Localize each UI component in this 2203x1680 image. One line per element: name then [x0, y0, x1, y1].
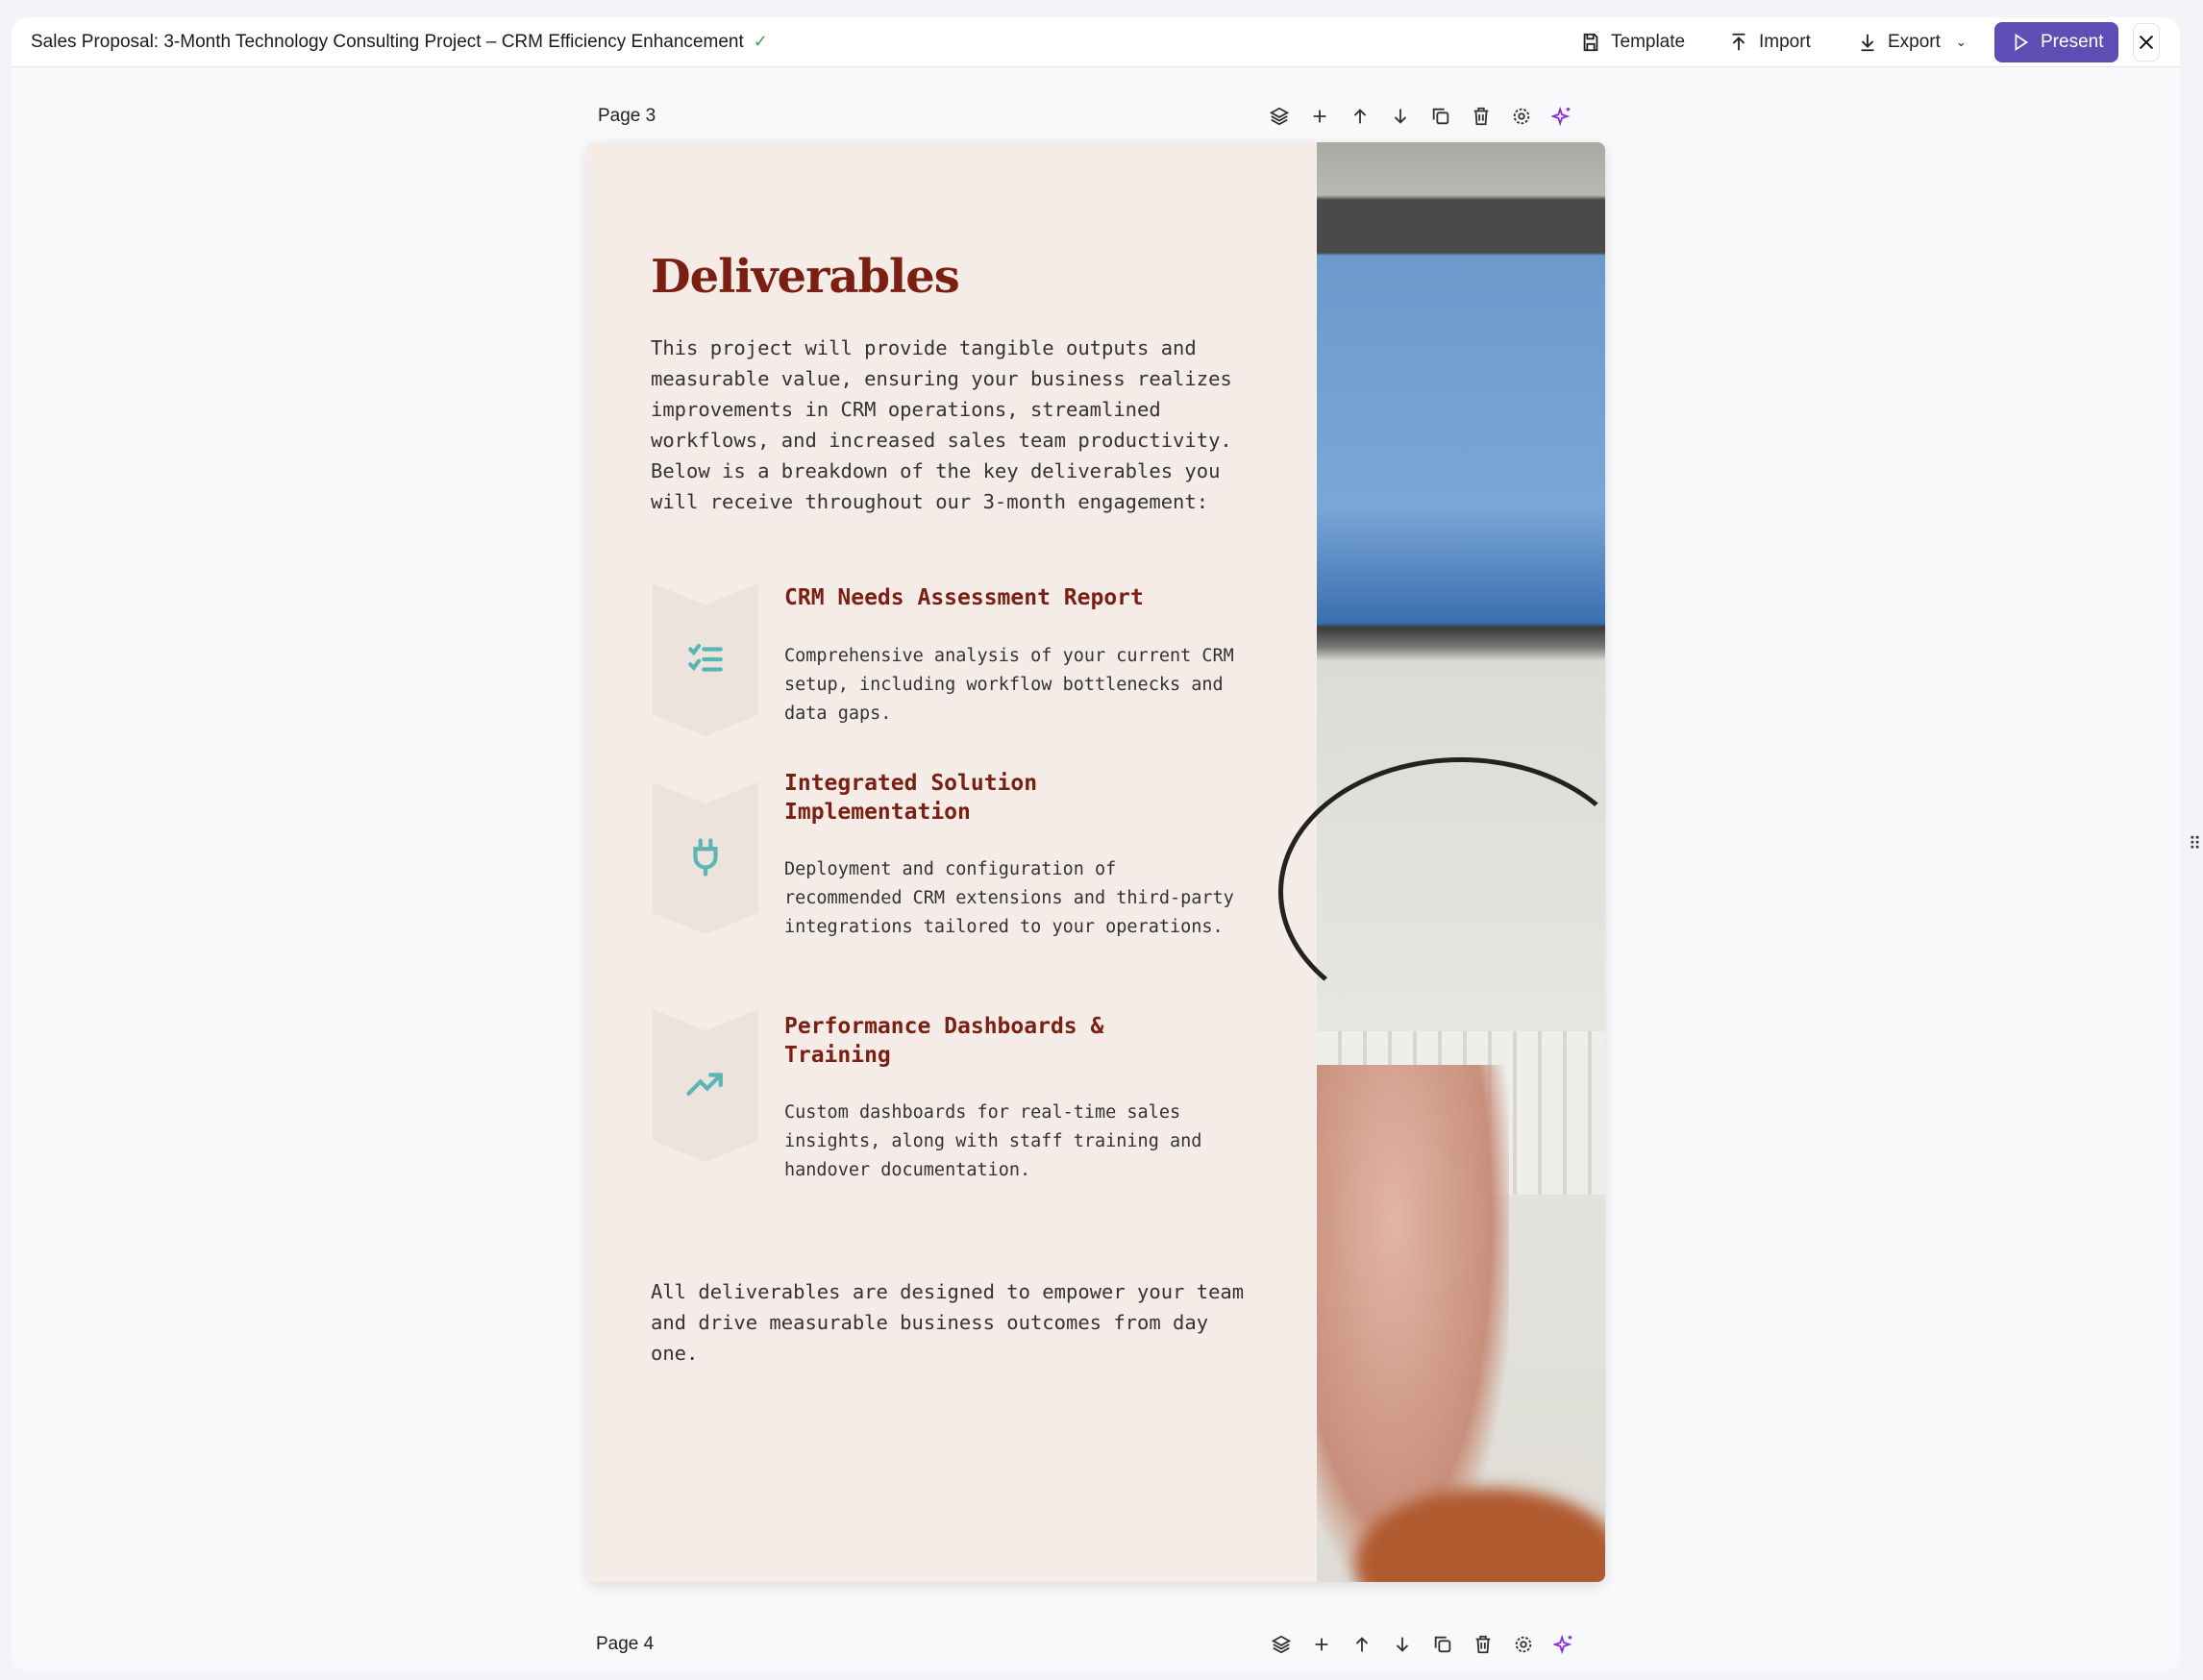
page-label: Page 3: [598, 106, 656, 126]
closing-paragraph: All deliverables are designed to empower your team and drive measurable business outcomes from day one.: [651, 1280, 1245, 1365]
gear-icon[interactable]: [1513, 1634, 1534, 1655]
play-icon: [2010, 32, 2031, 53]
template-button[interactable]: Template: [1580, 25, 1685, 60]
plug-icon: [685, 837, 726, 877]
move-down-icon[interactable]: [1390, 106, 1411, 127]
document-title: Sales Proposal: 3-Month Technology Consulting Project – CRM Efficiency Enhancement ✓: [31, 31, 768, 52]
page-toolbar: [1271, 1634, 1574, 1655]
trash-icon[interactable]: [1473, 1634, 1494, 1655]
drag-handle-icon[interactable]: ⠿: [2188, 834, 2201, 853]
trending-up-icon: [685, 1065, 726, 1105]
add-page-icon[interactable]: [1309, 106, 1330, 127]
slide-page-3[interactable]: [587, 142, 1605, 1582]
page-label: Page 4: [596, 1634, 655, 1654]
upload-icon: [1728, 32, 1749, 53]
move-up-icon[interactable]: [1351, 1634, 1373, 1655]
item-title: Integrated Solution Implementation: [784, 771, 1038, 825]
import-button[interactable]: Import: [1728, 25, 1811, 60]
item-title: CRM Needs Assessment Report: [784, 585, 1144, 610]
gear-icon[interactable]: [1511, 106, 1532, 127]
close-button[interactable]: [2133, 23, 2160, 62]
chevron-down-icon: ⌄: [1955, 35, 1967, 49]
checklist-icon: [685, 639, 726, 679]
office-photo: [1317, 142, 1605, 1582]
editor-window: [12, 17, 2180, 1672]
export-button[interactable]: Export ⌄: [1857, 25, 1967, 60]
add-page-icon[interactable]: [1311, 1634, 1332, 1655]
page-toolbar: [1269, 106, 1572, 127]
layers-icon[interactable]: [1269, 106, 1290, 127]
item-description: Deployment and configuration of recommended CRM extensions and third-party integrations tailored to your operations.: [784, 859, 1234, 937]
close-icon: [2136, 32, 2157, 53]
duplicate-icon[interactable]: [1432, 1634, 1453, 1655]
trash-icon[interactable]: [1471, 106, 1492, 127]
duplicate-icon[interactable]: [1430, 106, 1451, 127]
item-description: Comprehensive analysis of your current CRM setup, including workflow bottlenecks and data gaps.: [784, 646, 1234, 724]
move-up-icon[interactable]: [1349, 106, 1371, 127]
item-description: Custom dashboards for real-time sales insights, along with staff training and handover documentation.: [784, 1102, 1202, 1180]
save-icon: [1580, 32, 1601, 53]
slide-heading: Deliverables: [651, 250, 959, 304]
move-down-icon[interactable]: [1392, 1634, 1413, 1655]
present-button[interactable]: Present: [1994, 22, 2118, 62]
download-icon: [1857, 32, 1878, 53]
layers-icon[interactable]: [1271, 1634, 1292, 1655]
item-title: Performance Dashboards & Training: [784, 1014, 1104, 1068]
intro-paragraph: This project will provide tangible outputs and measurable value, ensuring your business realizes improvements in CRM operations, streamlined workflows, and increased sales team productivity. Below is a breakdown of the key deliverables you will receive throughout our 3-month engagement:: [651, 336, 1232, 513]
top-bar: [12, 17, 2180, 67]
check-icon: ✓: [753, 31, 768, 51]
sparkle-icon[interactable]: [1553, 1634, 1574, 1655]
sparkle-icon[interactable]: [1551, 106, 1572, 127]
